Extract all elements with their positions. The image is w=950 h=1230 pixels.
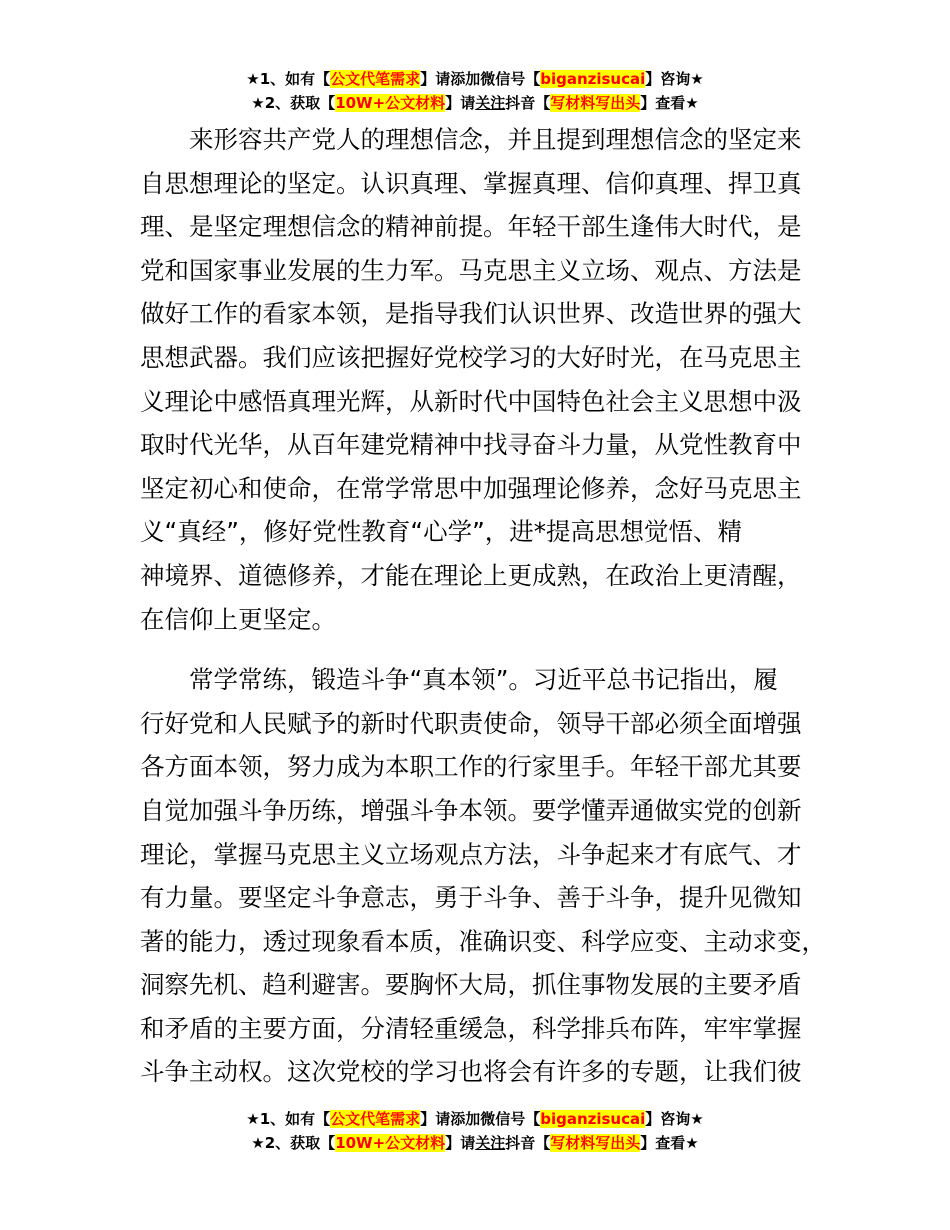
text-line: 和矛盾的主要方面，分清轻重缓急，科学排兵布阵，牢牢掌握 [140,1013,802,1043]
text-line: 行好党和人民赋予的新时代职责使命，领导干部必须全面增强 [140,708,802,738]
footer-banner [0,1107,950,1155]
text-line: 来形容共产党人的理想信念，并且提到理想信念的坚定来 [189,125,802,154]
text-line: 理、是坚定理想信念的精神前提。年轻干部生逢伟大时代，是 [140,212,802,242]
header-banner-line-2: ★2、获取【10W+公文材料】请关注抖音【写材料写出头】查看★ [251,94,699,112]
text-line: 在信仰上更坚定。 [140,604,336,634]
highlight-wechat-id: biganzisucai [540,70,646,88]
text-line: 义“真经”，修好党性教育“心学”，进*提高思想觉悟、精 [140,517,743,547]
text-line: 自觉加强斗争历练，增强斗争本领。要学懂弄通做实党的创新 [140,795,802,825]
text-line: 取时代光华，从百年建党精神中找寻奋斗力量，从党性教育中 [140,430,802,460]
header-banner-line-1: ★1、如有【公文代笔需求】请添加微信号【biganzisucai】咨询★ [246,70,704,88]
footer-banner-line-2: ★2、获取【10W+公文材料】请关注抖音【写材料写出头】查看★ [251,1134,699,1152]
text-line: 义理论中感悟真理光辉，从新时代中国特色社会主义思想中汲 [140,386,802,416]
document-body [140,118,840,1094]
text-line: 著的能力，透过现象看本质，准确识变、科学应变、主动求变， [140,926,826,956]
text-line: 斗争主动权。这次党校的学习也将会有许多的专题，让我们彼 [140,1057,802,1087]
paragraph-1 [140,118,840,641]
footer-banner-line-1: ★1、如有【公文代笔需求】请添加微信号【biganzisucai】咨询★ [246,1110,704,1128]
highlight-materials: 10W+公文材料 [335,1134,446,1152]
highlight-service: 公文代笔需求 [330,1110,421,1128]
highlight-douyin-account: 写材料写出头 [550,1134,641,1152]
highlight-service: 公文代笔需求 [330,70,421,88]
text-line: 神境界、道德修养，才能在理论上更成熟，在政治上更清醒， [140,560,802,590]
text-line: 常学常练，锻造斗争“真本领”。习近平总书记指出，履 [189,665,778,695]
text-line: 自思想理论的坚定。认识真理、掌握真理、信仰真理、捍卫真 [140,168,802,198]
text-line: 洞察先机、趋利避害。要胸怀大局，抓住事物发展的主要矛盾 [140,970,802,1000]
underlined-follow: 关注 [475,1134,506,1152]
highlight-materials: 10W+公文材料 [335,94,446,112]
text-line: 有力量。要坚定斗争意志，勇于斗争、善于斗争，提升见微知 [140,883,802,913]
text-line: 坚定初心和使命，在常学常思中加强理论修养，念好马克思主 [140,473,802,503]
text-line: 党和国家事业发展的生力军。马克思主义立场、观点、方法是 [140,255,802,285]
underlined-follow: 关注 [475,94,506,112]
text-line: 做好工作的看家本领，是指导我们认识世界、改造世界的强大 [140,299,802,329]
paragraph-2 [140,658,840,1094]
text-line: 各方面本领，努力成为本职工作的行家里手。年轻干部尤其要 [140,752,802,782]
text-line: 思想武器。我们应该把握好党校学习的大好时光，在马克思主 [140,342,802,372]
text-line: 理论，掌握马克思主义立场观点方法，斗争起来才有底气、才 [140,839,802,869]
header-banner [0,67,950,115]
highlight-douyin-account: 写材料写出头 [550,94,641,112]
highlight-wechat-id: biganzisucai [540,1110,646,1128]
